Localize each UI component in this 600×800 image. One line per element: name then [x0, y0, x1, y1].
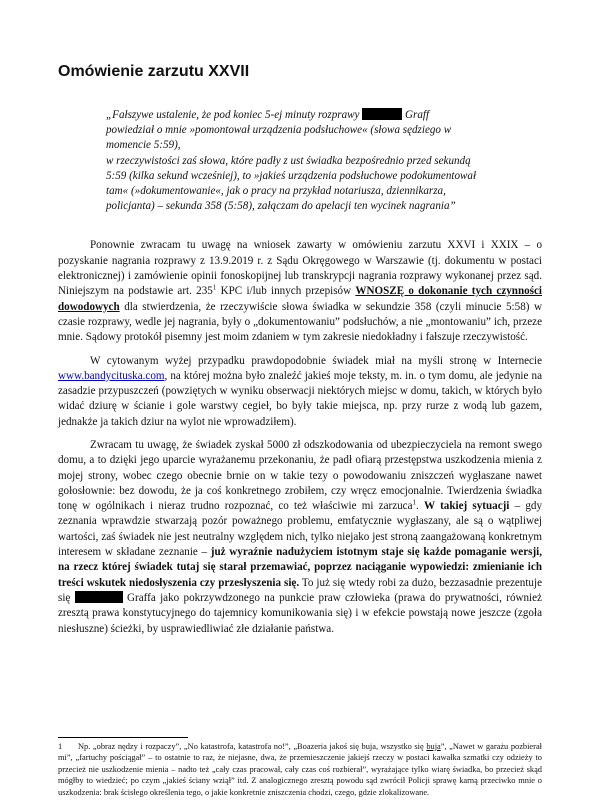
website-link[interactable]: www.bandycituska.com	[58, 369, 165, 382]
paragraph-2	[58, 354, 542, 430]
paragraph-text: – gdy zeznania wprawdzie stwarzają pozór poważnego problemu, emfatycznie wygłaszany, ale są o wątpliwej wartości, zaś świadek nie jest neutralny względem nich, tylko niejako jest stroną zaangażowaną konkretnym interesem w składane zeznanie –	[58, 500, 543, 559]
epigraph-text: Graff powiedział o mnie »pomontował urządzenia podsłuchowe« (słowa sędziego w momencie 5:59),	[106, 109, 452, 152]
superscript: 1	[212, 283, 217, 292]
paragraph-text: Graffa jako pokrzywdzonego na punkcie praw człowieka (prawa do prywatności, również zresztą prawa konstytucyjnego do tajemnicy komunikowania się) i w efekcie powstają nowe jeszcze (zgoła niesłuszne) ścieżki, by usprawiedliwiać złe działanie państwa.	[58, 591, 542, 635]
redaction-bar	[75, 591, 123, 603]
bold-phrase: W takiej sytuacji	[424, 500, 510, 513]
paragraph-text: To już się wtedy robi za dużo, bezzasadnie prezentuje się	[58, 576, 542, 604]
footnote-underlined-word: buja	[426, 742, 441, 751]
motion-emphasis: WNOSZĘ o dokonanie tych czynności dowodowych	[58, 285, 542, 313]
footnote-text: ”, „Nawet w garażu pozbierał mi”, „fartuchy pościągał” – to ostatnie to raz, że niejasne, dwa, że przemieszczenie jakiejś rzeczy w postaci kawałka szmatki czy odzieży to przecież nie uszkodzenie mienia – nadto też „cały czas pracował, cały czas coś rozbierał”, wyrażające tylko wiarę świadka, bo przecież skąd mógłby to wiedzieć; po czym „jakieś ściany wziął” itd. Z analogicznego zresztą powodu sąd zwrócił Policji sprawę karną przeciwko mnie o uszkodzenia: brak ścisłego określenia tego, o jakie konkretnie zniszczenia chodzi, czego, gdzie zlokalizowane.	[58, 742, 542, 797]
epigraph-line-2: w rzeczywistości zaś słowa, które padły z ust świadka bezpośrednio przed sekundą 5:59 (kilka sekund wcześniej), to »jakieś urządzenia podsłuchowe podokumentował tam« (»dokumentowanie«, jak o pracy na przykład notariusza, dziennikarza, policjanta) – sekunda 358 (5:58), załączam do apelacji ten wycinek nagrania”	[106, 154, 477, 213]
paragraph-text: .	[416, 500, 424, 513]
paragraph-text: dla stwierdzenia, że rzeczywiście słowa świadka w sekundzie 358 (czyli minucie 5:58) w czasie rozprawy, wedle jej nagrania, były o „dokumentowaniu” podsłuchów, a nie „montowaniu” ich, przeze mnie. Sądowy protokół pisemny jest moim zdaniem w tym zakresie niedokładny i fałszuje rzeczywistość.	[58, 300, 542, 344]
redaction-bar	[362, 108, 402, 120]
body-text	[58, 238, 542, 636]
footnote-reference[interactable]: 1	[412, 498, 417, 507]
footnote-number: 1	[58, 742, 63, 751]
page-title: Omówienie zarzutu XXVII	[58, 63, 250, 80]
paragraph-text: , na której można było znaleźć jakieś moje teksty, m. in. o tym domu, ale jedynie na zasadzie przypuszczeń (powziętych w wyniku obserwacji niektórych miejsc w domu, takich, w których było widać dziurę w ścianie i gole warstwy cegieł, bo były takie miejsca, np. przy rurze z wodą lub gazem, jednakże ja takich dziur na wylot nie wprowadziłem).	[58, 369, 542, 428]
paragraph-text: Ponownie zwracam tu uwagę na wniosek zawarty w omówieniu zarzutu XXVI i XXIX – o pozyskanie nagrania rozprawy z 13.9.2019 r. z Sądu Okręgowego w Warszawie (tj. dokumentu w postaci elektronicznej) i zamówienie opinii fonoskopijnej lub transkrypcji nagrania rozprawy wykonanej przez sąd. Niniejszym na podstawie art. 235	[58, 239, 542, 298]
paragraph-3	[58, 438, 542, 637]
footnote-text: Np. „obraz nędzy i rozpaczy”, „No katastrofa, katastrofa no!”, „Boazeria jakoś się buja, wszystko się	[78, 742, 427, 751]
epigraph-line-1	[106, 108, 478, 154]
footnote	[58, 741, 542, 798]
paragraph-1	[58, 238, 542, 345]
epigraph-text: „Fałszywe ustalenie, że pod koniec 5-ej minuty rozprawy	[106, 109, 363, 121]
epigraph-quote	[106, 108, 478, 214]
paragraph-text: Zwracam tu uwagę, że świadek zyskał 5000 zł odszkodowania od ubezpieczyciela na remont swego domu, a to dzięki jego uparcie wyrażanemu przekonaniu, że padł ofiarą przestępstwa uszkodzenia mienia z mojej strony, wobec czego obecnie brnie on w takie tezy o powodowaniu zniszczeń wygłaszane nawet gołosłownie: bez dowodu, że ja coś konkretnego zrobiłem, czy wręcz emocjonalnie. Twierdzenia świadka tonę w ogólnikach i nieraz trudno rozpoznać, co też właściwie mi zarzuca	[58, 438, 542, 513]
paragraph-text: KPC i/lub innych przepisów	[216, 285, 356, 298]
bold-statement: już wyraźnie nadużyciem istotnym staje się każde pomaganie wersji, na rzecz której świadek tutaj się starał przemawiać, poprzez naciąganie wypowiedzi: zmienianie ich treści wskutek niedosłyszenia czy przesłyszenia się.	[58, 546, 542, 589]
footnote-divider	[58, 737, 188, 738]
paragraph-text: W cytowanym wyżej przypadku prawdopodobnie świadek miał na myśli stronę w Internecie	[90, 354, 542, 367]
